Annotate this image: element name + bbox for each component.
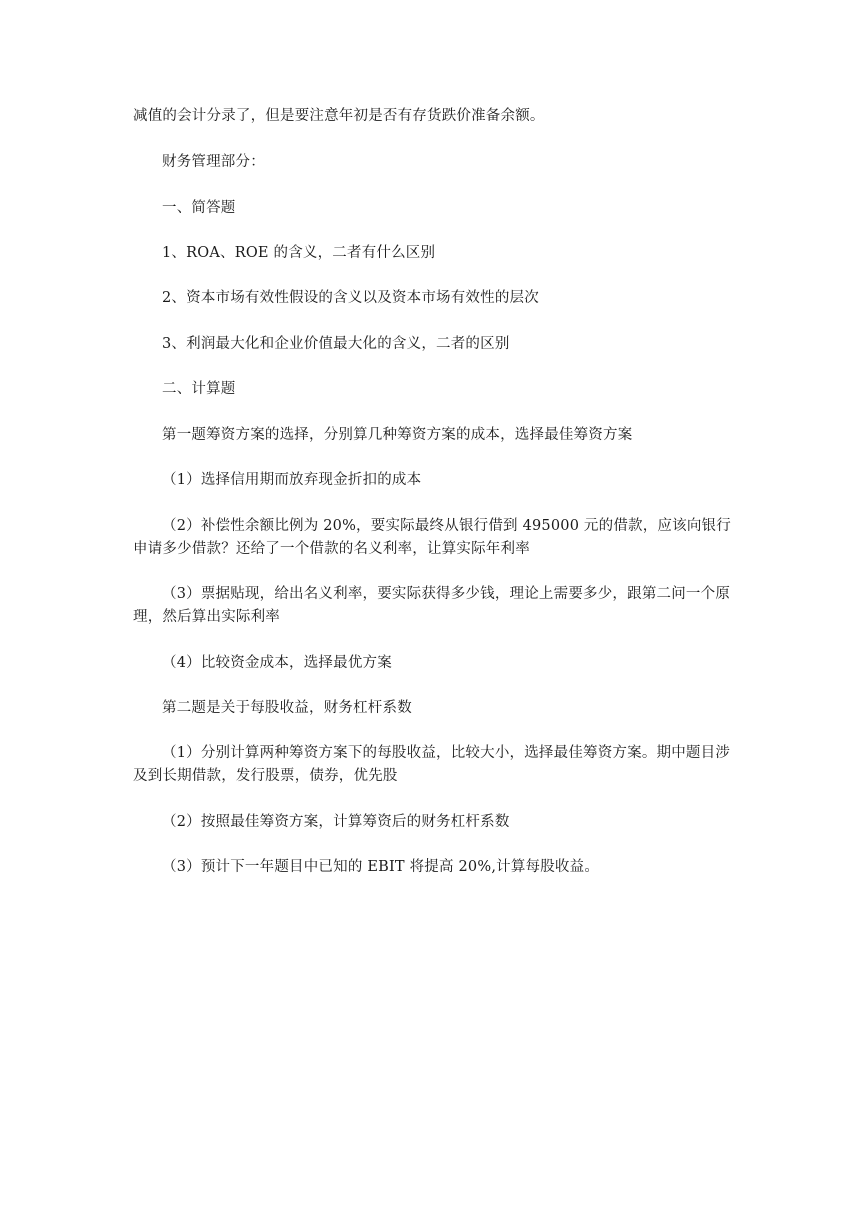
heading-calculation: 二、计算题 [162,381,236,397]
question-2: 2、资本市场有效性假设的含义以及资本市场有效性的层次 [162,290,539,306]
problem-1-part-2: （2）补偿性余额比例为 20%，要实际最终从银行借到 495000 元的借款，应该向银行申请多少借款？还给了一个借款的名义利率，让算实际年利率 [133,518,731,557]
question-3: 3、利润最大化和企业价值最大化的含义，二者的区别 [162,336,510,352]
heading-short-answer: 一、简答题 [162,200,236,216]
problem-2-part-1: （1）分别计算两种筹资方案下的每股收益，比较大小，选择最佳筹资方案。期中题目涉及到长期借款，发行股票，债券，优先股 [133,745,731,784]
problem-1-part-1: （1）选择信用期而放弃现金折扣的成本 [162,472,422,488]
paragraph-continuation: 减值的会计分录了，但是要注意年初是否有存货跌价准备余额。 [133,108,545,124]
problem-2-part-3: （3）预计下一年题目中已知的 EBIT 将提高 20%,计算每股收益。 [162,859,600,875]
problem-2-part-2: （2）按照最佳筹资方案，计算筹资后的财务杠杆系数 [162,814,510,830]
question-1: 1、ROA、ROE 的含义，二者有什么区别 [162,245,436,261]
problem-1-part-3: （3）票据贴现，给出名义利率，要实际获得多少钱，理论上需要多少，跟第二问一个原理，然后算出实际利率 [133,586,731,625]
problem-1-part-4: （4）比较资金成本，选择最优方案 [162,655,392,671]
problem-2-intro: 第二题是关于每股收益，财务杠杆系数 [162,700,412,716]
problem-1-intro: 第一题筹资方案的选择，分别算几种筹资方案的成本，选择最佳筹资方案 [162,427,633,443]
section-heading-financial-management: 财务管理部分： [162,154,265,170]
